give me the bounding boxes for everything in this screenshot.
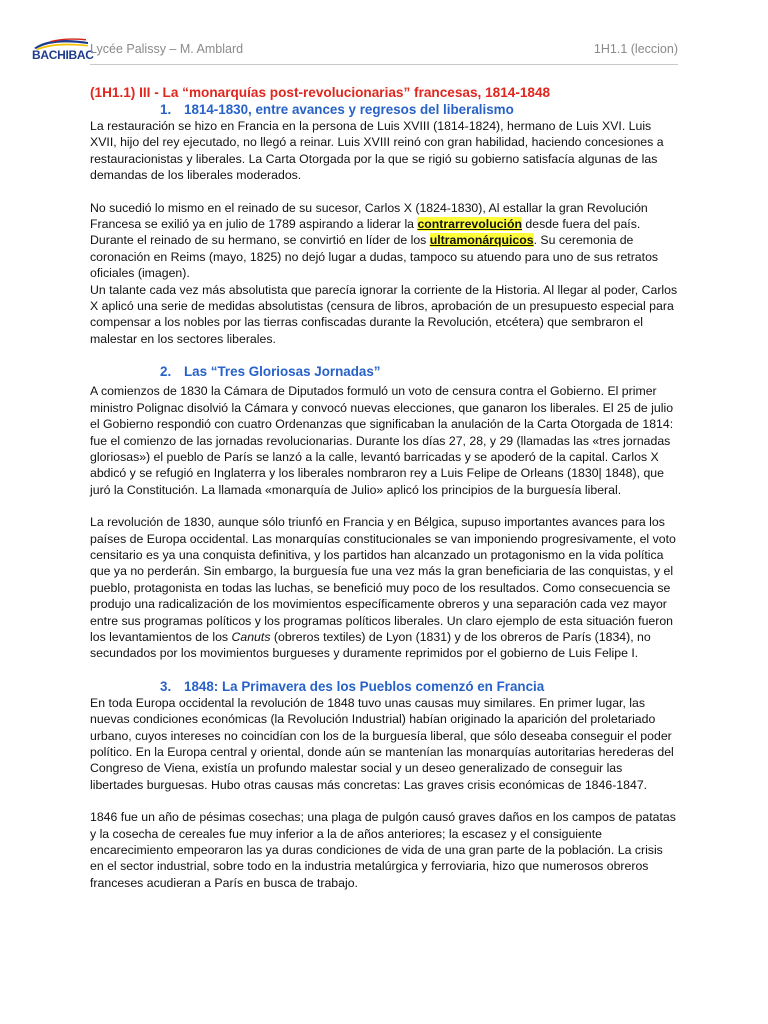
- section-heading-1: [90, 101, 678, 118]
- section-title: 1848: La Primavera des los Pueblos comenzó en Francia: [184, 678, 545, 694]
- section-title: Las “Tres Gloriosas Jornadas”: [184, 364, 381, 380]
- paragraph-6: En toda Europa occidental la revolución de 1848 tuvo unas causas muy similares. En primer lugar, las nuevas condiciones económicas (la Revolución Industrial) habían originado la aparición del proletariado urbano, cuyos intereses no coincidían con los de la burguesía liberal, que sólo deseaba conseguir el poder político. En la Europa central y oriental, donde aún se mantenían las monarquías autoritarias herederas del Congreso de Viena, existía un profundo malestar social y un deseo generalizado de conseguir las libertades burguesas. Hubo otras causas más concretas: Las graves crisis económicas de 1846-1847.: [90, 695, 674, 792]
- header-lesson-code: 1H1.1 (leccion): [593, 42, 678, 56]
- section-number: 2.: [160, 364, 172, 380]
- page-header: [0, 0, 768, 70]
- highlight-contrarrevolucion: contrarrevolución: [417, 217, 522, 232]
- header-divider: [90, 64, 678, 65]
- canuts-term: Canuts: [231, 629, 271, 644]
- section-heading-2: [90, 363, 678, 380]
- text-run: desde fuera del país. Durante el reinado de su hermano, se convirtió en líder de los: [90, 217, 641, 248]
- paragraph-5: [90, 514, 678, 662]
- section-number: 3.: [160, 678, 172, 694]
- section-heading-3: [90, 678, 678, 695]
- text-run: La revolución de 1830, aunque sólo triunfó en Francia y en Bélgica, supuso importantes avances para los países de Europa occidental. Las monarquías constitucionales se van imponiendo progresivamente, el voto censitario es ya una conquista definitiva, y los partidos han alcanzado un protagonismo en la vida política que ya no perderán. Sin embargo, la burguesía fue una vez más la gran beneficiaria de las conquistas, y el pueblo, protagonista en todas las luchas, se benefició muy poco de los resultados. Como consecuencia se produjo una radicalización de los movimientos específicamente obreros y una separación cada vez mayor entre sus programas políticos y los programas políticos liberales. Un claro ejemplo de esta situación fueron los levantamientos de los: [90, 515, 676, 644]
- section-number: 1.: [160, 102, 172, 117]
- paragraph-3: Un talante cada vez más absolutista que parecía ignorar la corriente de la Historia. Al llegar al poder, Carlos X aplicó una serie de medidas absolutistas (censura de libros, aprobación de un presupuesto especial para compensar a los nobles por las tierras confiscadas durante la Revolución, etcétera) que sembraron el malestar en los sectores liberales.: [90, 282, 678, 346]
- text-run: No sucedió lo mismo en el reinado de su sucesor, Carlos X (1824-1830), Al estallar la gran Revolución Francesa se exilió ya en julio de 1789 aspirando a liderar la: [90, 200, 648, 232]
- paragraph-2: [90, 200, 678, 282]
- bachibac-logo: [32, 38, 94, 62]
- header-school: Lycée Palissy – M. Amblard: [90, 42, 244, 56]
- document-body: [90, 84, 678, 891]
- highlight-ultramonarquicos: ultramonárquicos: [429, 233, 534, 248]
- paragraph-1: La restauración se hizo en Francia en la persona de Luis XVIII (1814-1824), hermano de Luis XVI. Luis XVII, hijo del rey ejecutado, no llegó a reinar. Luis XVIII reinó con gran habilidad, haciendo concesiones a restauracionistas y liberales. La Carta Otorgada por la que se rigió su gobierno satisfacía algunas de las demandas de los liberales moderados.: [90, 119, 664, 183]
- section-title: 1814-1830, entre avances y regresos del liberalismo: [184, 102, 514, 117]
- text-run: (obreros textiles) de Lyon (1831) y de los obreros de París (1834), no secundados por los movimientos burgueses y duramente reprimidos por el gobierno de Luis Felipe I.: [90, 629, 651, 661]
- logo-text: BACHIBAC: [32, 48, 94, 62]
- paragraph-4: A comienzos de 1830 la Cámara de Diputados formuló un voto de censura contra el Gobierno. El primer ministro Polignac disolvió la Cámara y convocó nuevas elecciones, que ganaron los liberales. El 25 de julio el Gobierno respondió con cuatro Ordenanzas que significaban la anulación de la Carta Otorgada de 1814: fue el comienzo de las jornadas revolucionarias. Durante los días 27, 28, y 29 (llamadas las «tres jornadas gloriosas») el pueblo de París se lanzó a la calle, levantó barricadas y se apoderó de la capital. Carlos X abdicó y se refugió en Inglaterra y los liberales nombraron rey a Luis Felipe de Orleans (1830| 1848), que juró la Constitución. La llamada «monarquía de Julio» aplicó los principios de la burguesía liberal.: [90, 384, 674, 497]
- document-title: (1H1.1) III - La “monarquías post-revolucionarias” francesas, 1814-1848: [90, 85, 551, 100]
- paragraph-7: 1846 fue un año de pésimas cosechas; una plaga de pulgón causó graves daños en los campos de patatas y la cosecha de cereales fue muy inferior a la de años anteriores; la escasez y el consiguiente encarecimiento empeoraron las ya duras condiciones de vida de una gran parte de la población. La crisis en el sector industrial, sobre todo en la industria metalúrgica y ferroviaria, hizo que numerosos obreros franceses acudieran a París en busca de trabajo.: [90, 810, 676, 890]
- text-run: . Su ceremonia de coronación en Reims (mayo, 1825) no dejó lugar a dudas, tampoco su atuendo para uno de sus retratos oficiales (imagen).: [90, 233, 659, 281]
